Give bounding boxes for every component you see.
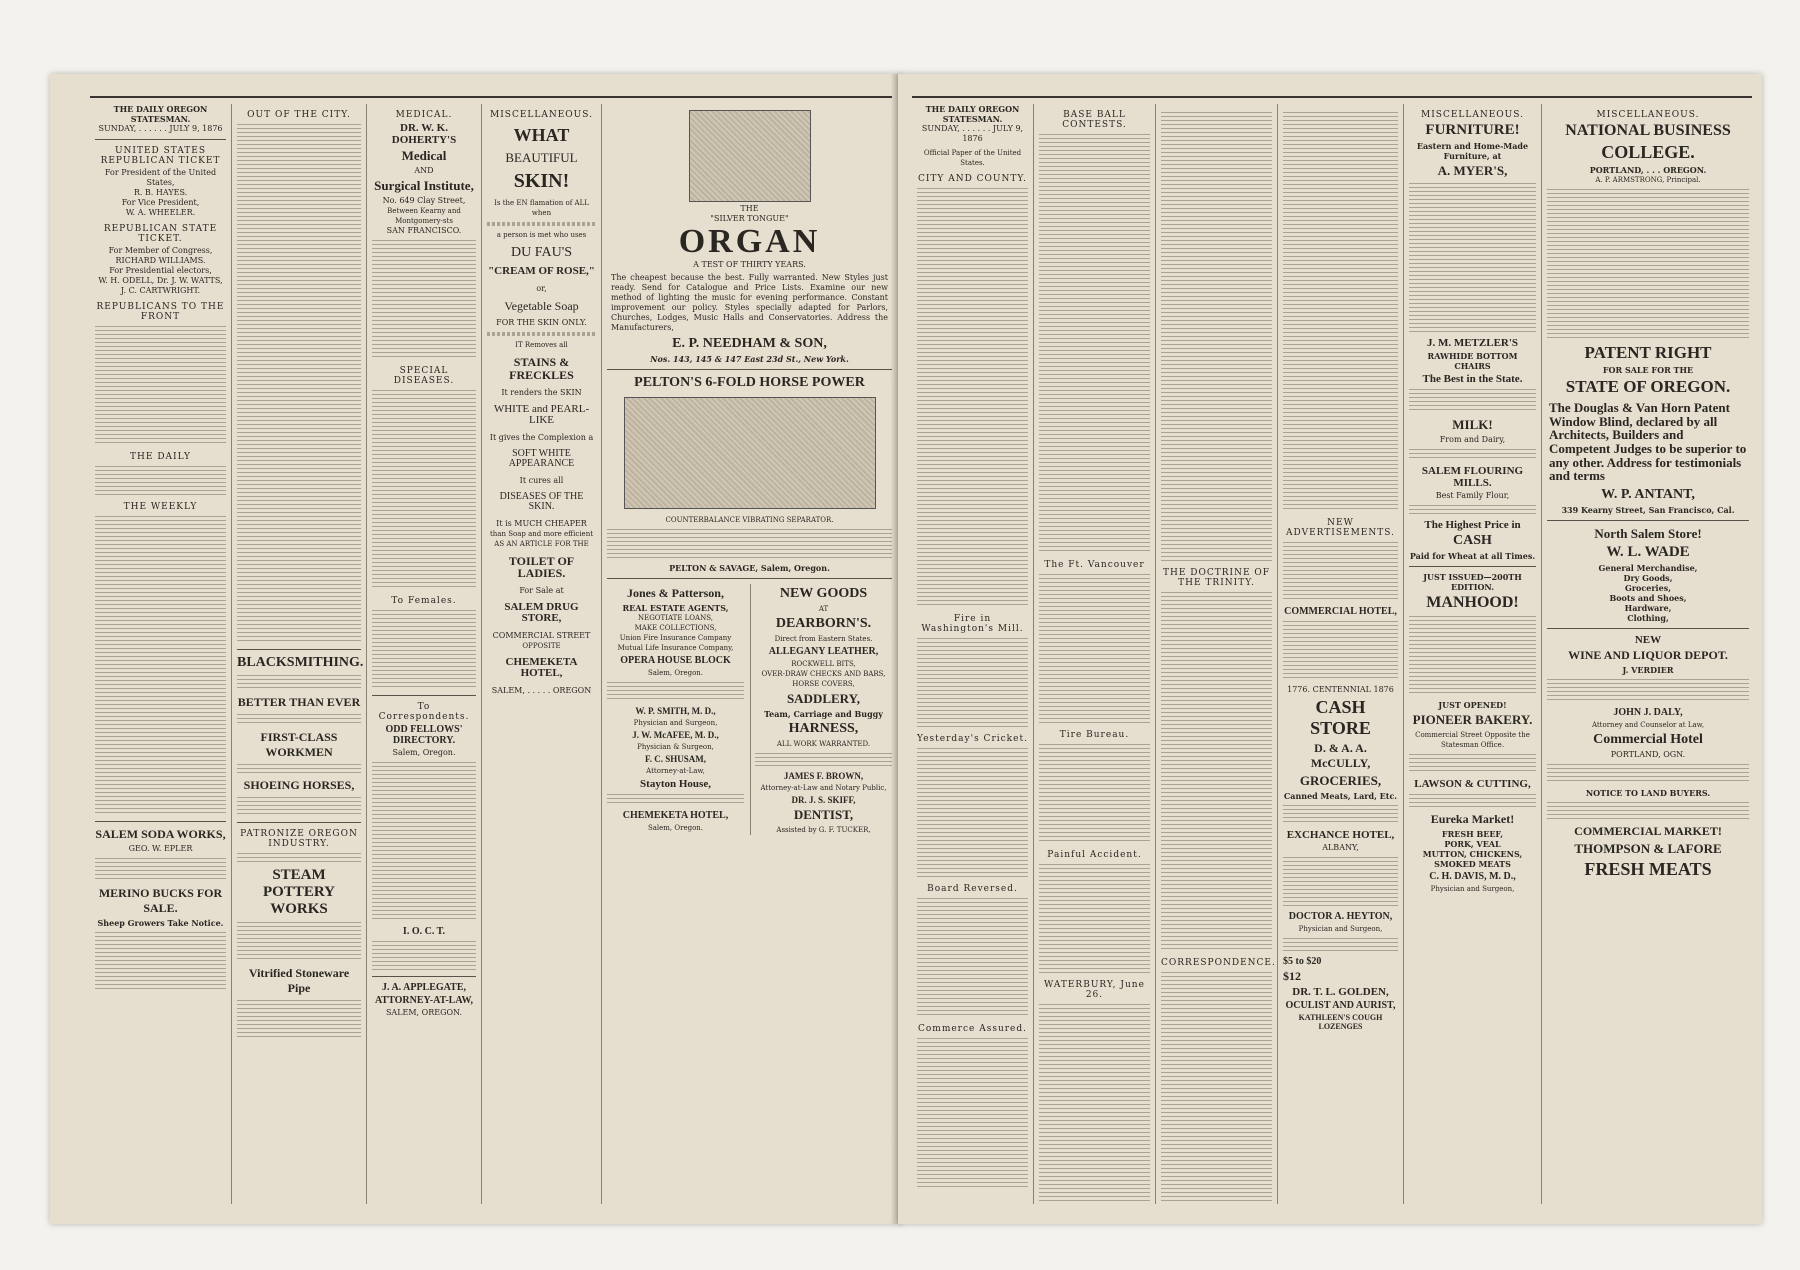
section-heading: MISCELLANEOUS. [490, 110, 593, 120]
section-heading: CITY AND COUNTY. [917, 174, 1028, 184]
organ-illustration [689, 110, 811, 202]
right-column-6: MISCELLANEOUS. NATIONAL BUSINESS COLLEGE. PORTLAND, . . . OREGON. A. P. ARMSTRONG, Principal. PATENT RIGHT FOR SALE FOR THE STATE OF OREGON. The Douglas & Van Horn Patent Window Blind, declared by all Architects, Builders and Competent Judges to be superior to any other. Address for testimonials and terms W. P. ANTANT, 339 Kearny Street, San Francisco, Cal. North Salem Store! W. L. WADE General Merchandise, Dry Goods, Groceries, Boots and Shoes, Hardware, Clothing, NEW WINE AND LIQUOR DEPOT. J. VERDIER JOHN J. DALY, Attorney and Counselor at Law, Commercial Hotel PORTLAND, OGN. NOTICE TO LAND BUYERS. COMMERCIAL MARKET! THOMPSON & LAFORE FRESH MEATS [1542, 104, 1754, 1204]
left-column-2: OUT OF THE CITY. BLACKSMITHING. BETTER THAN EVER FIRST-CLASS WORKMEN SHOEING HORSES, PATRONIZE OREGON INDUSTRY. STEAM POTTERY WORKS Vitrified Stoneware Pipe [232, 104, 367, 1204]
section-heading: REPUBLICANS TO THE FRONT [96, 302, 225, 322]
ad-steam-pottery: STEAM POTTERY WORKS [263, 867, 335, 917]
ads-dearborn: NEW GOODS AT DEARBORN'S. Direct from Eastern States. ALLEGANY LEATHER, ROCKWELL BITS, OVER-DRAW CHECKS AND BARS, HORSE COVERS, SADDLERY, Team, Carriage and Buggy HARNESS, ALL WORK WARRANTED. JAMES F. BROWN, Attorney-at-Law and Notary Public, DR. J. S. SKIFF, DENTIST, Assisted by G. F. TUCKER, [750, 584, 892, 835]
pelton-headline: PELTON'S 6-FOLD HORSE POWER [634, 374, 865, 390]
right-column-4: NEW ADVERTISEMENTS. COMMERCIAL HOTEL, 1776. CENTENNIAL 1876 CASH STORE D. & A. A. McCULLY, GROCERIES, Canned Meats, Lard, Etc. EXCHANCE HOTEL, ALBANY, DOCTOR A. HEYTON, Physician and Surgeon, $5 to $20 $12 DR. T. L. GOLDEN, OCULIST AND AURIST, KATHLEEN'S COUGH LOZENGES [1278, 104, 1404, 1204]
masthead-rule [912, 96, 1752, 98]
ad-patent-right: PATENT RIGHT [1584, 343, 1712, 362]
section-heading: MISCELLANEOUS. [1596, 110, 1700, 120]
article-text [237, 124, 361, 644]
left-page [50, 74, 902, 1224]
right-column-2: BASE BALL CONTESTS. The Ft. Vancouver Tire Bureau. Painful Accident. WATERBURY, June 26. [1034, 104, 1156, 1204]
right-column-5: MISCELLANEOUS. FURNITURE! Eastern and Home-Made Furniture, at A. MYER'S, J. M. METZLER'S RAWHIDE BOTTOM CHAIRS The Best in the State. MILK! From and Dairy, SALEM FLOURING MILLS. Best Family Flour, The Highest Price in CASH Paid for Wheat at all Times. JUST ISSUED—200TH EDITION. MANHOOD! JUST OPENED! PIONEER BAKERY. Commercial Street Opposite the Statesman Office. LAWSON & CUTTING, Eureka Market! FRESH BEEF, PORK, VEAL MUTTON, CHICKENS, SMOKED MEATS C. H. DAVIS, M. D., Physician and Surgeon, [1404, 104, 1542, 1204]
left-ad-block: THE "SILVER TONGUE" ORGAN A TEST OF THIRTY YEARS. The cheapest because the best. Fully warranted. New Styles just ready. Send for Catalogue and Price Lists. Examine our new method of lighting the music for evening performance. Constant improvement our policy. Styles specially adapted for Parlors, Churches, Lodges, Music Halls and Conservatories. Address the Manufacturers, E. P. NEEDHAM & SON, Nos. 143, 145 & 147 East 23d St., New York. PELTON'S 6-FOLD HORSE POWER COUNTERBALANCE VIBRATING SEPARATOR. PELTON & SAVAGE, Salem, Oregon. Jones & Patterson, REAL ESTATE AGENTS, NEGOTIATE LOANS, MAKE COLLECTIONS, Union Fire Insurance Company Mutual Life Insurance Company, OPERA HOUSE BLOCK Salem, Oregon. W. P. SMITH, M. D., Physician and Surgeon, J. W. McAFEE, M. D., Physician & Surgeon, F. C. SHUSAM, Attorney-at-Law, Stayton House, CHEMEKETA HOTEL, Salem, Oregon. NEW GOODS AT DEARBORN'S. Direct from Eastern States. ALLEGANY LEATHER, ROCKWELL BITS, OVER-DRAW CHECKS AND BARS, HORSE COVERS, SADDLERY, Team, Carriage and Buggy HARNESS, ALL WORK WARRANTED. JAMES F. BROWN, Attorney-at-Law and Notary Public, DR. J. S. SKIFF, DENTIST, Assisted by G. F. TUCKER, [602, 104, 897, 1204]
section-heading: THE DOCTRINE OF THE TRINITY. [1162, 568, 1271, 588]
ads-jones-patterson: Jones & Patterson, REAL ESTATE AGENTS, NEGOTIATE LOANS, MAKE COLLECTIONS, Union Fire Insurance Company Mutual Life Insurance Company, OPERA HOUSE BLOCK Salem, Oregon. W. P. SMITH, M. D., Physician and Surgeon, J. W. McAFEE, M. D., Physician & Surgeon, F. C. SHUSAM, Attorney-at-Law, Stayton House, CHEMEKETA HOTEL, Salem, Oregon. [607, 584, 744, 835]
ad-doherty: DR. W. K. DOHERTY'S [391, 122, 457, 146]
right-column-3 [1156, 104, 1278, 1204]
section-heading: MISCELLANEOUS. [1421, 110, 1524, 120]
section-heading: MEDICAL. [395, 110, 453, 120]
bottom-ads [607, 584, 892, 835]
masthead-date: SUNDAY, . . . . . . JULY 9, 1876 [921, 124, 1024, 143]
section-heading: BASE BALL CONTESTS. [1062, 110, 1127, 130]
left-column-3: MEDICAL. DR. W. K. DOHERTY'S Medical AND Surgical Institute, No. 649 Clay Street, Between Kearny and Montgomery-sts SAN FRANCISCO. SPECIAL DISEASES. To Females. To Correspondents. ODD FELLOWS' DIRECTORY. Salem, Oregon. I. O. C. T. J. A. APPLEGATE, ATTORNEY-AT-LAW, SALEM, OREGON. [367, 104, 482, 1204]
ad-soda-works: SALEM SODA WORKS, [95, 827, 226, 841]
section-heading: CORRESPONDENCE. [1161, 958, 1276, 968]
masthead-name: THE DAILY OREGON STATESMAN. [113, 104, 208, 124]
article-text [95, 326, 226, 446]
ad-furniture: FURNITURE! [1425, 122, 1520, 138]
article-text [95, 466, 226, 496]
ad-applegate: J. A. APPLEGATE, [382, 982, 466, 993]
section-heading: OUT OF THE CITY. [247, 110, 351, 120]
left-column-1: THE DAILY OREGON STATESMAN. SUNDAY, . . . . . . JULY 9, 1876 UNITED STATES REPUBLICAN TICKET For President of the United States, R. B. HAYES. For Vice President, W. A. WHEELER. REPUBLICAN STATE TICKET. For Member of Congress, RICHARD WILLIAMS. For Presidential electors, W. H. ODELL, Dr. J. W. WATTS, J. C. CARTWRIGHT. REPUBLICANS TO THE FRONT THE DAILY THE WEEKLY SALEM SODA WORKS, GEO. W. EPLER MERINO BUCKS FOR SALE. Sheep Growers Take Notice. [90, 104, 232, 1204]
article-text [95, 516, 226, 816]
section-heading: NEW ADVERTISEMENTS. [1286, 518, 1395, 538]
left-column-4: MISCELLANEOUS. WHAT BEAUTIFUL SKIN! Is the EN flamation of ALL when a person is met who uses DU FAU'S "CREAM OF ROSE," or, Vegetable Soap FOR THE SKIN ONLY. IT Removes all STAINS & FRECKLES It renders the SKIN WHITE and PEARL-LIKE It gives the Complexion a SOFT WHITE APPEARANCE It cures all DISEASES OF THE SKIN. It is MUCH CHEAPER than Soap and more efficient AS AN ARTICLE FOR THE TOILET OF LADIES. For Sale at SALEM DRUG STORE, COMMERCIAL STREET OPPOSITE CHEMEKETA HOTEL, SALEM, . . . . . OREGON [482, 104, 602, 1204]
horse-power-illustration [624, 397, 876, 509]
republican-ticket: UNITED STATES REPUBLICAN TICKET For President of the United States, R. B. HAYES. For Vice President, W. A. WHEELER. REPUBLICAN STATE TICKET. For Member of Congress, RICHARD WILLIAMS. For Presidential electors, W. H. ODELL, Dr. J. W. WATTS, J. C. CARTWRIGHT. [98, 146, 223, 295]
ad-odd-fellows: ODD FELLOWS' DIRECTORY. [385, 724, 463, 746]
section-heading: THE WEEKLY [123, 502, 198, 512]
ad-blacksmithing: BLACKSMITHING. [237, 655, 364, 670]
masthead-name: THE DAILY OREGON STATESMAN. [925, 104, 1020, 124]
section-heading: THE DAILY [130, 452, 191, 462]
right-column-1: THE DAILY OREGON STATESMAN. SUNDAY, . . . . . . JULY 9, 1876 Official Paper of the United States. CITY AND COUNTY. Fire in Washington's Mill. Yesterday's Cricket. Board Reversed. Commerce Assured. [912, 104, 1034, 1204]
ad-oregon-industry: PATRONIZE OREGON INDUSTRY. [240, 829, 358, 849]
ad-business-college: NATIONAL BUSINESS [1565, 122, 1731, 139]
ad-merino-bucks: MERINO BUCKS FOR SALE. [98, 886, 223, 915]
masthead-rule [90, 96, 892, 98]
right-page [898, 74, 1762, 1224]
masthead-date: SUNDAY, . . . . . . JULY 9, 1876 [98, 124, 223, 133]
ad-manhood: MANHOOD! [1426, 594, 1519, 611]
organ-headline: ORGAN [678, 223, 821, 260]
ad-cash-store: CASH STORE [1310, 697, 1371, 738]
